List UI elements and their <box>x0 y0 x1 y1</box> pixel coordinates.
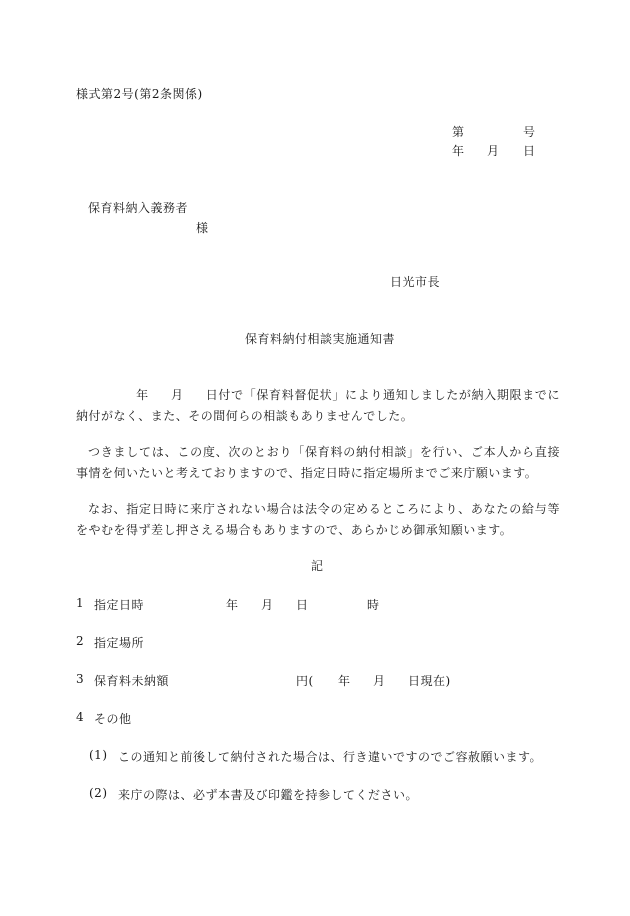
item-4-number: 4 <box>76 710 85 724</box>
header-date-day: 日 <box>523 144 536 158</box>
item-2-number: 2 <box>76 634 85 648</box>
item-1-label: 指定日時 <box>94 598 145 612</box>
item-3-number: 3 <box>76 672 85 686</box>
paragraph-3: なお、指定日時に来庁されない場合は法令の定めるところにより、あなたの給与等をやむを得ず差し押さえる場合もありますので、あらかじめ御承知願います。 <box>76 502 560 537</box>
item-1-number: 1 <box>76 596 85 610</box>
item-1-hour: 時 <box>367 598 380 612</box>
paragraph-2: つきましては、この度、次のとおり「保育料の納付相談」を行い、ご本人から直接事情を伺いたいと考えておりますので、指定日時に指定場所までご来庁願います。 <box>76 445 560 480</box>
note-1-number: (1) <box>89 748 108 762</box>
header-date-month: 月 <box>487 144 500 158</box>
paragraph-1-month: 月 <box>170 388 184 402</box>
item-3-yen: 円( <box>296 674 314 688</box>
item-1-year: 年 <box>226 598 239 612</box>
form-label: 様式第2号(第2条関係) <box>76 87 203 101</box>
header-date-year: 年 <box>452 144 465 158</box>
recipient-title: 保育料納入義務者 <box>88 201 189 215</box>
header-number-prefix: 第 <box>452 125 465 139</box>
recipient-honorific: 様 <box>196 221 209 235</box>
sender-name: 日光市長 <box>390 275 441 289</box>
note-2-number: (2) <box>89 786 108 800</box>
document-title: 保育料納付相談実施通知書 <box>245 332 396 346</box>
item-3-year: 年 <box>338 674 351 688</box>
paragraph-1-text: 日付で「保育料督促状」により通知しましたが納入期限までに納付がなく、また、その間何らの相談もありませんでした。 <box>76 388 560 423</box>
paragraph-1 <box>76 385 560 427</box>
item-1-month: 月 <box>261 598 274 612</box>
note-2-text: 来庁の際は、必ず本書及び印鑑を持参してください。 <box>118 788 419 802</box>
paragraph-1-year: 年 <box>136 388 149 402</box>
ki-heading: 記 <box>311 559 324 573</box>
item-3-as-of: 日現在) <box>408 674 451 688</box>
header-number-suffix: 号 <box>523 125 536 139</box>
item-3-label: 保育料未納額 <box>94 674 170 688</box>
item-1-day: 日 <box>296 598 309 612</box>
item-2-label: 指定場所 <box>94 636 145 650</box>
item-3-month: 月 <box>373 674 386 688</box>
note-1-text: この通知と前後して納付された場合は、行き違いですのでご容赦願います。 <box>118 750 543 764</box>
item-4-label: その他 <box>94 712 132 726</box>
